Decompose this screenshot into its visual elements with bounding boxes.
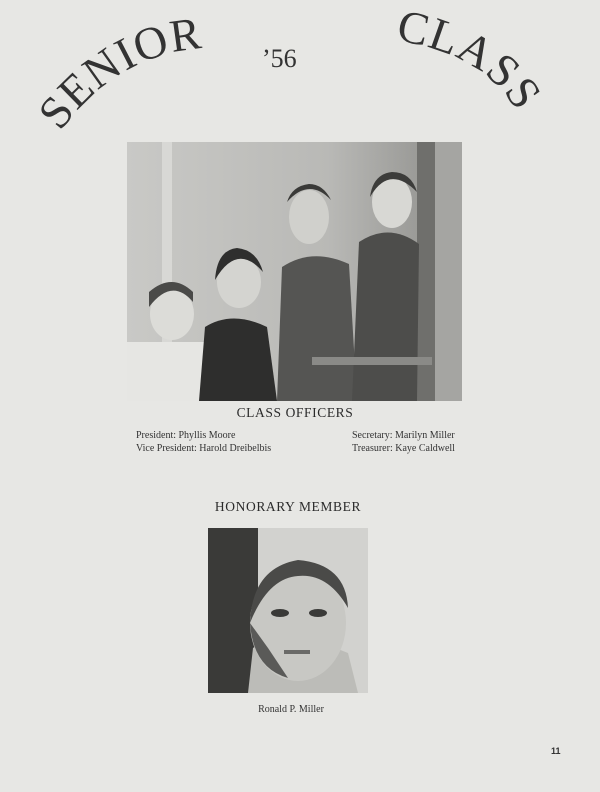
honorary-member-caption: Ronald P. Miller bbox=[258, 704, 324, 715]
officers-left-column bbox=[136, 429, 271, 455]
officer-president: President: Phyllis Moore bbox=[136, 430, 236, 441]
class-officers-photo bbox=[127, 142, 462, 401]
honorary-member-heading: HONORARY MEMBER bbox=[214, 499, 362, 514]
honorary-member-photo bbox=[208, 528, 368, 693]
class-year: ’56 bbox=[262, 44, 297, 73]
title-word-class: CLASS bbox=[393, 0, 553, 119]
title-word-senior: SENIOR bbox=[27, 6, 205, 138]
officer-vice-president: Vice President: Harold Dreibelbis bbox=[136, 443, 272, 454]
senior-class-title bbox=[0, 0, 600, 150]
officer-treasurer: Treasurer: Kaye Caldwell bbox=[352, 443, 455, 454]
class-officers-heading: CLASS OFFICERS bbox=[236, 405, 354, 420]
officer-secretary: Secretary: Marilyn Miller bbox=[352, 430, 455, 441]
officers-right-column bbox=[352, 429, 455, 455]
page-number: 11 bbox=[551, 746, 561, 756]
